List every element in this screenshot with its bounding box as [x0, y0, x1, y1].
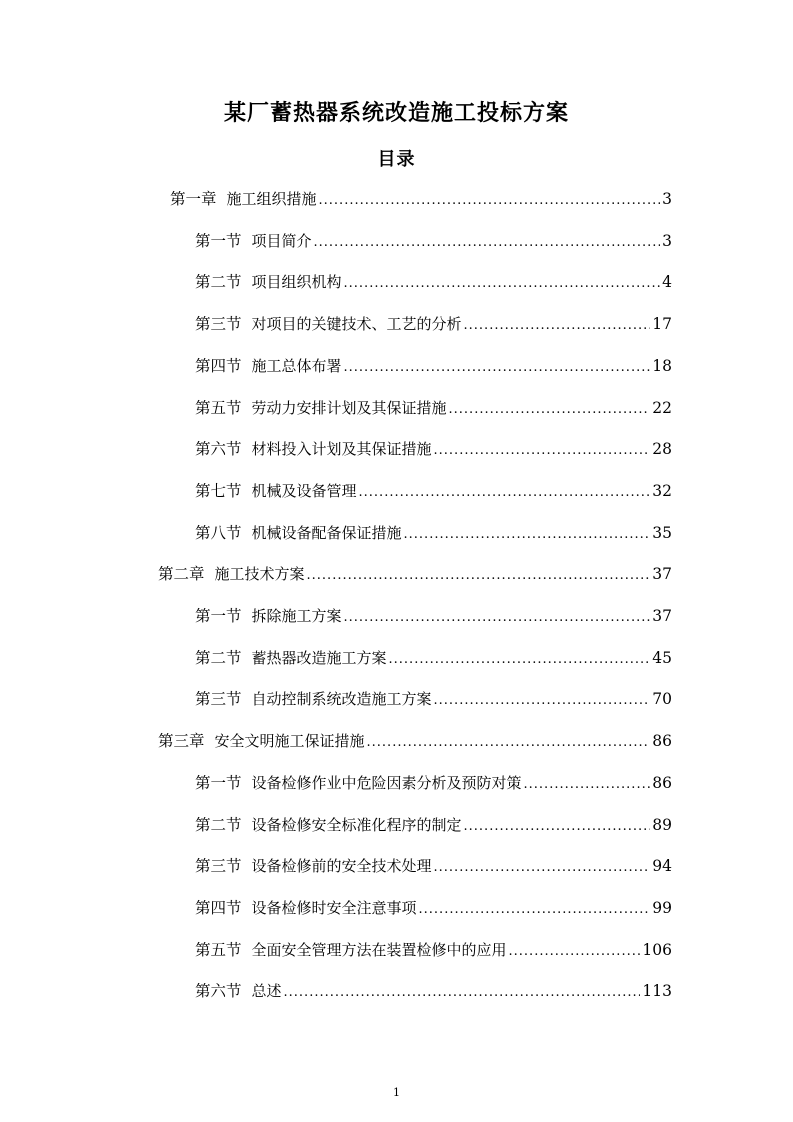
toc-dot-leader	[284, 980, 641, 1006]
toc-entry-page: 35	[652, 523, 672, 542]
toc-dot-leader	[307, 563, 651, 589]
toc-entry-title: 对项目的关键技术、工艺的分析	[251, 315, 462, 334]
toc-entry-number: 第三章	[158, 732, 205, 751]
toc-entry-page: 94	[652, 857, 672, 876]
toc-entry-title: 设备检修安全标准化程序的制定	[251, 815, 462, 834]
toc-entry-title: 项目组织机构	[251, 273, 342, 292]
toc-entry-page: 18	[652, 356, 672, 375]
toc-chapter-entry[interactable]	[170, 186, 672, 212]
toc-entry-number: 第二章	[158, 565, 205, 584]
toc-entry-page: 17	[652, 315, 672, 334]
toc-dot-leader	[434, 438, 651, 464]
toc-dot-leader	[344, 355, 651, 381]
toc-entry-page: 22	[652, 398, 672, 417]
toc-dot-leader	[449, 397, 651, 423]
toc-entry-title: 拆除施工方案	[251, 607, 342, 625]
toc-entry-title: 材料投入计划及其保证措施	[251, 440, 432, 459]
toc-section-entry[interactable]	[195, 269, 672, 295]
toc-section-entry[interactable]	[195, 353, 672, 379]
toc-section-entry[interactable]	[195, 770, 672, 796]
toc-dot-leader	[509, 939, 641, 965]
toc-entry-number: 第三节	[195, 857, 242, 876]
toc-entry-title: 机械设备配备保证措施	[251, 523, 402, 542]
toc-entry-number: 第八节	[195, 523, 242, 542]
toc-entry-number: 第六节	[195, 982, 242, 1001]
toc-entry-number: 第一章	[170, 190, 217, 208]
toc-section-entry[interactable]	[195, 853, 672, 879]
toc-dot-leader	[434, 688, 651, 714]
toc-entry-page: 106	[642, 940, 672, 959]
toc-dot-leader	[404, 522, 651, 548]
toc-entry-number: 第四节	[195, 898, 242, 917]
toc-dot-leader	[434, 855, 651, 881]
toc-section-entry[interactable]	[195, 311, 672, 337]
toc-entry-page: 99	[652, 898, 672, 917]
toc-dot-leader	[419, 897, 651, 923]
toc-section-entry[interactable]	[195, 520, 672, 546]
toc-entry-number: 第一节	[195, 773, 242, 792]
toc-section-entry[interactable]	[195, 686, 672, 712]
page-number: 1	[393, 1086, 400, 1099]
toc-entry-title: 机械及设备管理	[251, 481, 357, 500]
toc-section-entry[interactable]	[195, 645, 672, 671]
toc-dot-leader	[359, 480, 651, 506]
toc-section-entry[interactable]	[195, 603, 672, 629]
toc-entry-title: 项目简介	[251, 231, 312, 250]
toc-dot-leader	[344, 271, 661, 297]
toc-chapter-entry[interactable]	[158, 728, 672, 754]
toc-entry-title: 施工组织措施	[226, 190, 317, 208]
toc-entry-number: 第七节	[195, 481, 242, 500]
toc-entry-page: 37	[652, 607, 672, 625]
toc-entry-title: 施工技术方案	[214, 565, 305, 584]
toc-entry-number: 第三节	[195, 690, 242, 709]
toc-entry-number: 第四节	[195, 356, 242, 375]
toc-section-entry[interactable]	[195, 978, 672, 1004]
toc-dot-leader	[319, 188, 661, 214]
toc-entry-number: 第二节	[195, 648, 242, 667]
toc-entry-number: 第三节	[195, 315, 242, 334]
toc-entry-number: 第五节	[195, 940, 242, 959]
toc-entry-title: 总述	[251, 982, 282, 1001]
toc-entry-title: 安全文明施工保证措施	[214, 732, 365, 751]
document-title: 某厂蓄热器系统改造施工投标方案	[223, 101, 569, 126]
toc-entry-title: 设备检修时安全注意事项	[251, 898, 417, 917]
toc-dot-leader	[314, 230, 661, 256]
toc-heading: 目录	[377, 149, 416, 170]
toc-dot-leader	[389, 647, 651, 673]
toc-entry-page: 70	[652, 690, 672, 709]
toc-entry-number: 第二节	[195, 815, 242, 834]
toc-dot-leader	[464, 313, 651, 339]
toc-entry-page: 3	[662, 190, 672, 208]
toc-section-entry[interactable]	[195, 812, 672, 838]
toc-entry-title: 自动控制系统改造施工方案	[251, 690, 432, 709]
toc-entry-title: 设备检修作业中危险因素分析及预防对策	[251, 773, 522, 792]
toc-entry-number: 第一节	[195, 607, 242, 625]
toc-entry-title: 劳动力安排计划及其保证措施	[251, 398, 447, 417]
toc-entry-page: 45	[652, 648, 672, 667]
toc-entry-number: 第一节	[195, 231, 242, 250]
toc-dot-leader	[344, 605, 651, 631]
toc-section-entry[interactable]	[195, 478, 672, 504]
toc-entry-page: 89	[652, 815, 672, 834]
toc-entry-title: 蓄热器改造施工方案	[251, 648, 387, 667]
toc-section-entry[interactable]	[195, 895, 672, 921]
toc-dot-leader	[524, 772, 651, 798]
toc-dot-leader	[367, 730, 651, 756]
toc-entry-number: 第二节	[195, 273, 242, 292]
toc-dot-leader	[464, 814, 651, 840]
toc-chapter-entry[interactable]	[158, 561, 672, 587]
toc-entry-page: 4	[662, 273, 672, 292]
toc-entry-number: 第六节	[195, 440, 242, 459]
toc-section-entry[interactable]	[195, 228, 672, 254]
toc-section-entry[interactable]	[195, 395, 672, 421]
toc-section-entry[interactable]	[195, 436, 672, 462]
toc-entry-title: 设备检修前的安全技术处理	[251, 857, 432, 876]
toc-entry-page: 86	[652, 732, 672, 751]
toc-entry-page: 3	[662, 231, 672, 250]
toc-entry-page: 37	[652, 565, 672, 584]
toc-entry-page: 113	[642, 982, 672, 1001]
toc-entry-page: 86	[652, 773, 672, 792]
toc-section-entry[interactable]	[195, 937, 672, 963]
toc-entry-title: 全面安全管理方法在装置检修中的应用	[251, 940, 507, 959]
toc-entry-number: 第五节	[195, 398, 242, 417]
toc-entry-page: 32	[652, 481, 672, 500]
toc-entry-page: 28	[652, 440, 672, 459]
toc-entry-title: 施工总体布署	[251, 356, 342, 375]
